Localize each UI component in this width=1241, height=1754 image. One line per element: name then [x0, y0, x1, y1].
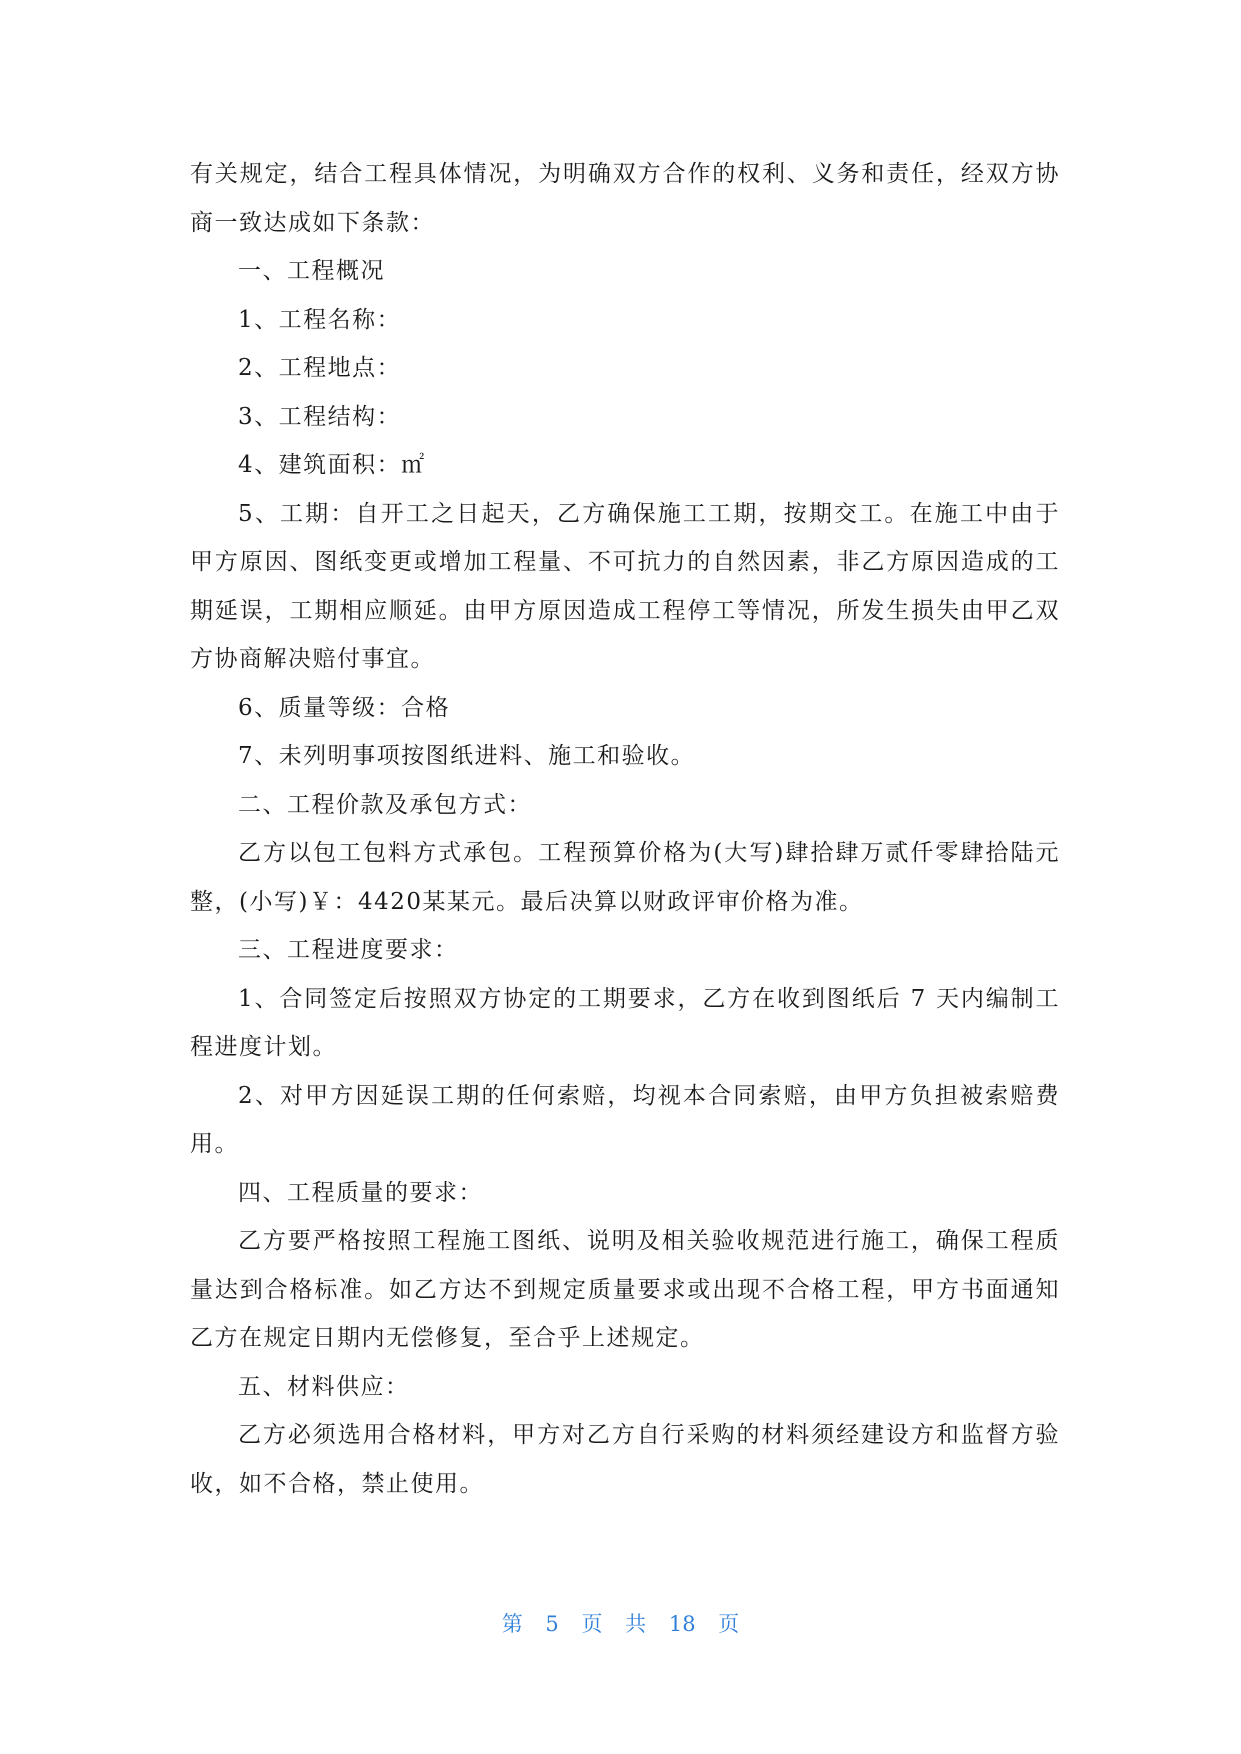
paragraph-intro: 有关规定，结合工程具体情况，为明确双方合作的权利、义务和责任，经双方协商一致达成如下条款：: [190, 161, 1060, 236]
paragraph-quality: 乙方要严格按照工程施工图纸、说明及相关验收规范进行施工，确保工程质量达到合格标准。如乙方达不到规定质量要求或出现不合格工程，甲方书面通知乙方在规定日期内无偿修复，至合乎上述规定。: [190, 1228, 1060, 1351]
footer-current-page: 5: [545, 1612, 559, 1636]
section-heading-overview: 一、工程概况: [238, 258, 385, 284]
section-heading-price: 二、工程价款及承包方式：: [238, 791, 532, 818]
section-heading-materials: 五、材料供应：: [238, 1373, 410, 1400]
list-item-project-structure: 3、工程结构：: [238, 403, 402, 430]
list-item-construction-period: 5、工期：自开工之日起天，乙方确保施工工期，按期交工。在施工中由于甲方原因、图纸变更或增加工程量、不可抗力的自然因素，非乙方原因造成的工期延误，工期相应顺延。由甲方原因造成工程停工等情况，所发生损失由甲乙双方协商解决赔付事宜。: [190, 500, 1060, 672]
list-item-delay-claims: 2、对甲方因延误工期的任何索赔，均视本合同索赔，由甲方负担被索赔费用。: [190, 1082, 1060, 1157]
list-item-building-area: 4、建筑面积：㎡: [238, 452, 426, 478]
list-item-unlisted-matters: 7、未列明事项按图纸进料、施工和验收。: [238, 743, 696, 769]
paragraph-materials: 乙方必须选用合格材料，甲方对乙方自行采购的材料须经建设方和监督方验收，如不合格，禁止使用。: [190, 1422, 1060, 1497]
footer-total-pages: 18: [668, 1612, 696, 1636]
section-heading-quality: 四、工程质量的要求：: [238, 1179, 483, 1206]
list-item-quality-grade: 6、质量等级：合格: [238, 694, 451, 721]
footer-page-unit: 页: [581, 1612, 603, 1636]
list-item-project-name: 1、工程名称：: [238, 306, 402, 333]
section-heading-schedule: 三、工程进度要求：: [238, 937, 459, 963]
list-item-schedule-plan: 1、合同签定后按照双方协定的工期要求，乙方在收到图纸后 7 天内编制工程进度计划。: [190, 985, 1060, 1060]
page-footer: [0, 1608, 1241, 1638]
paragraph-price: 乙方以包工包料方式承包。工程预算价格为(大写)肆拾肆万贰仟零肆拾陆元整，(小写)￥：4420某某元。最后决算以财政评审价格为准。: [190, 840, 1060, 915]
footer-total-label: 共: [625, 1612, 647, 1636]
list-item-project-location: 2、工程地点：: [238, 355, 402, 381]
document-body: [190, 150, 1060, 1508]
footer-page-label: 第: [501, 1612, 523, 1636]
footer-total-unit: 页: [718, 1612, 740, 1636]
